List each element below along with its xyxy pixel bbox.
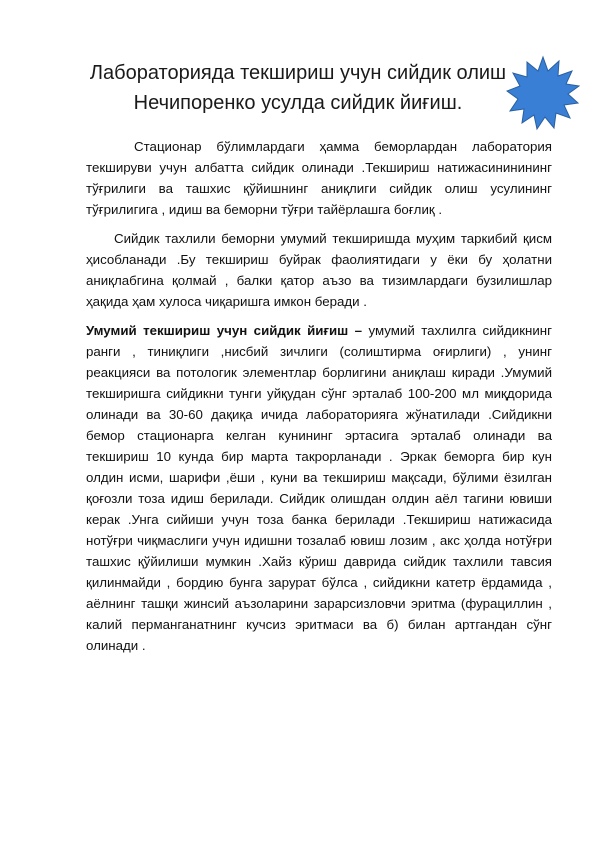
paragraph-3-text: умумий тахлилга сийдикнинг ранги , тиниқлиги ,нисбий зичлиги (солиштирма оғирлиги) , унинг реакцияси ва потологик элементлар борлигини аниқлаш киради .Умумий текширишга сийдикни тунги уйқудан сўнг эрталаб 100-200 мл миқдорида олинади ва 30-60 дақиқа ичида лабораторияга жўнатилади .Сийдикни бемор стационарга келган кунининг эртасига эрталаб олинади ва текшириш 10 кунда бир марта такрорланади . Эркак беморга бир кун олдин исми, шарифи ,ёши , куни ва текшириш мақсади, бўлими ёзилган қоғозли тоза идиш берилади. Сийдик олишдан олдин аёл тагини ювиши керак .Унга сийиши учун тоза банка берилади .Текшириш натижасида нотўғри чиқмаслиги учун идишни тозалаб ювиш лозим , акс ҳолда нотўғри ташхис қўйилиши мумкин .Хайз кўриш даврида сийдик тахлили тавсия қилинмайди , бордию бунга зарурат бўлса , сийдикни катетр ёрдамида , аёлнинг ташқи жинсий аъзоларини зарарсизловчи эритма (фурациллин , калий перманганатнинг кучсиз эритмаси ва б) билан артгандан сўнг олинади . — [86, 323, 552, 653]
title-line-2: Нечипоренко усулда сийдик йиғиш. — [133, 92, 463, 114]
paragraph-3-heading: Умумий текшириш учун сийдик йиғиш – — [86, 323, 363, 338]
paragraph-2: Сийдик тахлили беморни умумий текширишда муҳим таркибий қисм ҳисобланади .Бу текшириш буйрак фаолиятидаги у ёки бу ҳолатни аниқлабгина қолмай , балки қатор аъзо ва тизимлардаги бузилишлар ҳақида ҳам хулоса чиқаришга имкон беради . — [86, 231, 552, 309]
document-title — [60, 58, 536, 118]
starburst-shape — [506, 55, 580, 131]
document-body — [86, 136, 552, 664]
paragraph-3 — [86, 320, 552, 656]
title-line-1: Лабораторияда текшириш учун сийдик олиш — [89, 62, 507, 84]
paragraph-1: Стационар бўлимлардаги ҳамма беморлардан лаборатория текшируви учун албатта сийдик олинади .Текшириш натижасининининг тўғрилиги ва ташхис қўйишнинг аниқлиги сийдик олиш усулининг тўғрилигига , идиш ва беморни тўғри тайёрлашга боғлиқ . — [86, 139, 552, 217]
